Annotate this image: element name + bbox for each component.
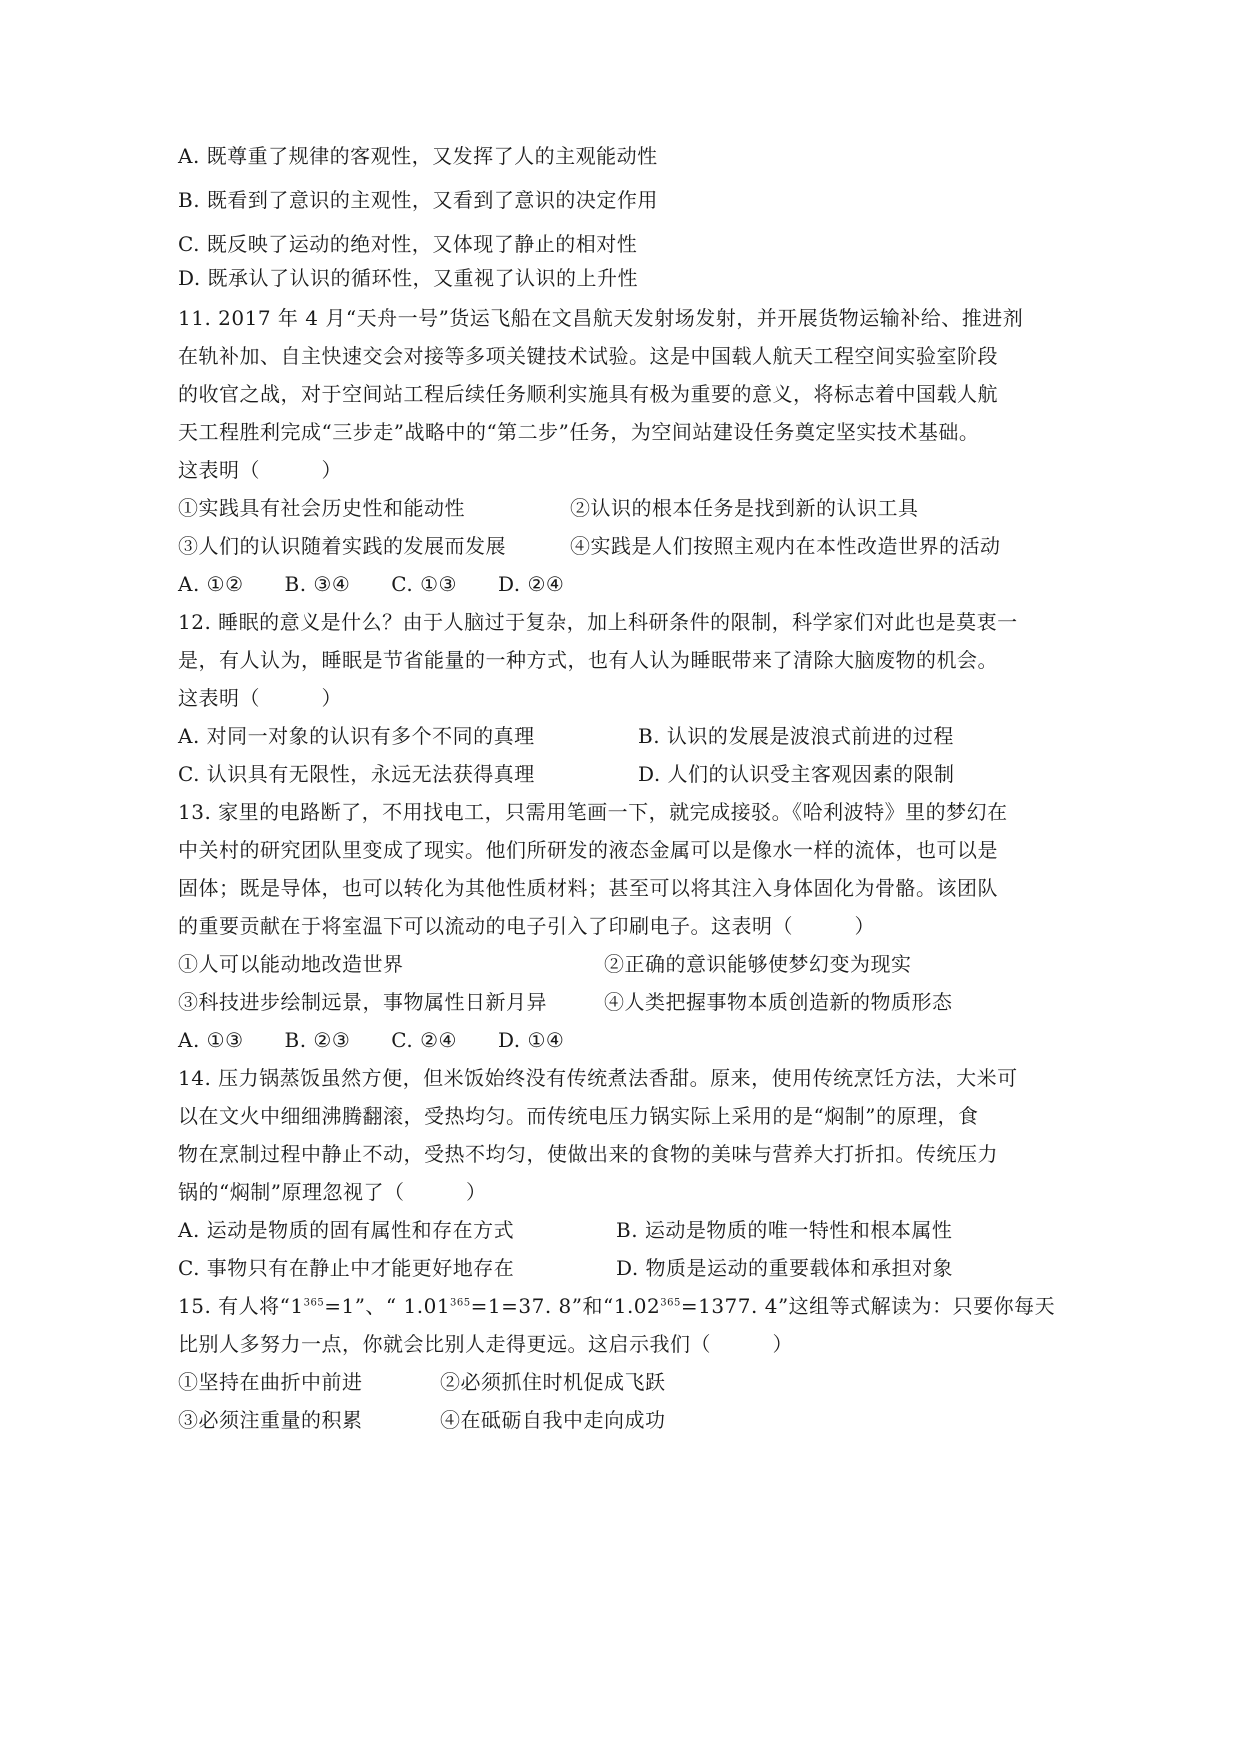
- q12-option-b: B. 认识的发展是波浪式前进的过程: [638, 724, 954, 748]
- q13-statement-2: ②正确的意识能够使梦幻变为现实: [604, 952, 912, 976]
- q12-option-d: D. 人们的认识受主客观因素的限制: [638, 762, 955, 786]
- q11-statement-1: ①实践具有社会历史性和能动性: [178, 496, 465, 520]
- q12-option-a: A. 对同一对象的认识有多个不同的真理: [178, 724, 535, 748]
- q13-answer-choices: A. ①③ B. ②③ C. ②④ D. ①④: [178, 1028, 565, 1052]
- q15-text: =1377. 4”这组等式解读为：只要你每天: [680, 1294, 1056, 1318]
- q10-option-a: A. 既尊重了规律的客观性，又发挥了人的主观能动性: [178, 144, 658, 168]
- q12-stem-line: 是，有人认为，睡眠是节省能量的一种方式，也有人认为睡眠带来了清除大脑废物的机会。: [178, 648, 998, 672]
- q11-stem-line: 这表明（ ）: [178, 458, 342, 482]
- q13-stem-line: 的重要贡献在于将室温下可以流动的电子引入了印刷电子。这表明（ ）: [178, 914, 875, 938]
- q14-option-c: C. 事物只有在静止中才能更好地存在: [178, 1256, 515, 1280]
- q15-statement-2: ②必须抓住时机促成飞跃: [440, 1370, 666, 1394]
- q15-exponent: 365: [660, 1297, 681, 1309]
- q14-stem-line: 14. 压力锅蒸饭虽然方便，但米饭始终没有传统煮法香甜。原来，使用传统烹饪方法，大米可: [178, 1066, 1018, 1090]
- q15-statement-3: ③必须注重量的积累: [178, 1408, 363, 1432]
- q11-statement-4: ④实践是人们按照主观内在本性改造世界的活动: [570, 534, 1001, 558]
- q15-exponent: 365: [303, 1297, 325, 1309]
- q13-statement-1: ①人可以能动地改造世界: [178, 952, 404, 976]
- q15-text: =1=37. 8”和“1.02: [470, 1294, 661, 1318]
- q13-statement-3: ③科技进步绘制远景，事物属性日新月异: [178, 990, 547, 1014]
- q10-option-b: B. 既看到了意识的主观性，又看到了意识的决定作用: [178, 188, 658, 212]
- q15-stem-line-2: 比别人多努力一点，你就会比别人走得更远。这启示我们（ ）: [178, 1332, 793, 1356]
- q14-stem-line: 物在烹制过程中静止不动，受热不均匀，使做出来的食物的美味与营养大打折扣。传统压力: [178, 1142, 998, 1166]
- q15-text: 15. 有人将“1: [178, 1294, 304, 1318]
- q13-stem-line: 固体；既是导体，也可以转化为其他性质材料；甚至可以将其注入身体固化为骨骼。该团队: [178, 876, 998, 900]
- q10-option-c: C. 既反映了运动的绝对性，又体现了静止的相对性: [178, 232, 638, 256]
- q14-option-a: A. 运动是物质的固有属性和存在方式: [178, 1218, 515, 1242]
- q11-stem-line: 天工程胜利完成“三步走”战略中的“第二步”任务，为空间站建设任务奠定坚实技术基础。: [178, 420, 980, 444]
- q11-stem-line: 的收官之战，对于空间站工程后续任务顺利实施具有极为重要的意义，将标志着中国载人航: [178, 382, 998, 406]
- q15-text: =1”、“ 1.01: [324, 1294, 451, 1318]
- q12-stem-line: 这表明（ ）: [178, 686, 342, 710]
- q15-statement-4: ④在砥砺自我中走向成功: [440, 1408, 666, 1432]
- q13-statement-4: ④人类把握事物本质创造新的物质形态: [604, 990, 953, 1014]
- q12-option-c: C. 认识具有无限性，永远无法获得真理: [178, 762, 535, 786]
- q14-option-d: D. 物质是运动的重要载体和承担对象: [616, 1256, 954, 1280]
- q12-stem-line: 12. 睡眠的意义是什么？由于人脑过于复杂，加上科研条件的限制，科学家们对此也是莫衷一: [178, 610, 1018, 634]
- q11-answer-choices: A. ①② B. ③④ C. ①③ D. ②④: [178, 572, 565, 596]
- q15-statement-1: ①坚持在曲折中前进: [178, 1370, 363, 1394]
- q14-stem-line: 锅的“焖制”原理忽视了（ ）: [178, 1180, 487, 1204]
- q11-statement-2: ②认识的根本任务是找到新的认识工具: [570, 496, 919, 520]
- q15-exponent: 365: [450, 1297, 471, 1309]
- q15-stem-line-1: [178, 1292, 1055, 1320]
- q13-stem-line: 13. 家里的电路断了，不用找电工，只需用笔画一下，就完成接驳。《哈利波特》里的梦幻在: [178, 800, 1008, 824]
- q11-statement-3: ③人们的认识随着实践的发展而发展: [178, 534, 506, 558]
- q11-stem-line: 在轨补加、自主快速交会对接等多项关键技术试验。这是中国载人航天工程空间实验室阶段: [178, 344, 998, 368]
- q10-option-d: D. 既承认了认识的循环性，又重视了认识的上升性: [178, 266, 639, 290]
- q14-option-b: B. 运动是物质的唯一特性和根本属性: [616, 1218, 953, 1242]
- q13-stem-line: 中关村的研究团队里变成了现实。他们所研发的液态金属可以是像水一样的流体，也可以是: [178, 838, 998, 862]
- q11-stem-line: 11. 2017 年 4 月“天舟一号”货运飞船在文昌航天发射场发射，并开展货物运输补给、推进剂: [178, 306, 1024, 330]
- q14-stem-line: 以在文火中细细沸腾翻滚，受热均匀。而传统电压力锅实际上采用的是“焖制”的原理，食: [178, 1104, 979, 1128]
